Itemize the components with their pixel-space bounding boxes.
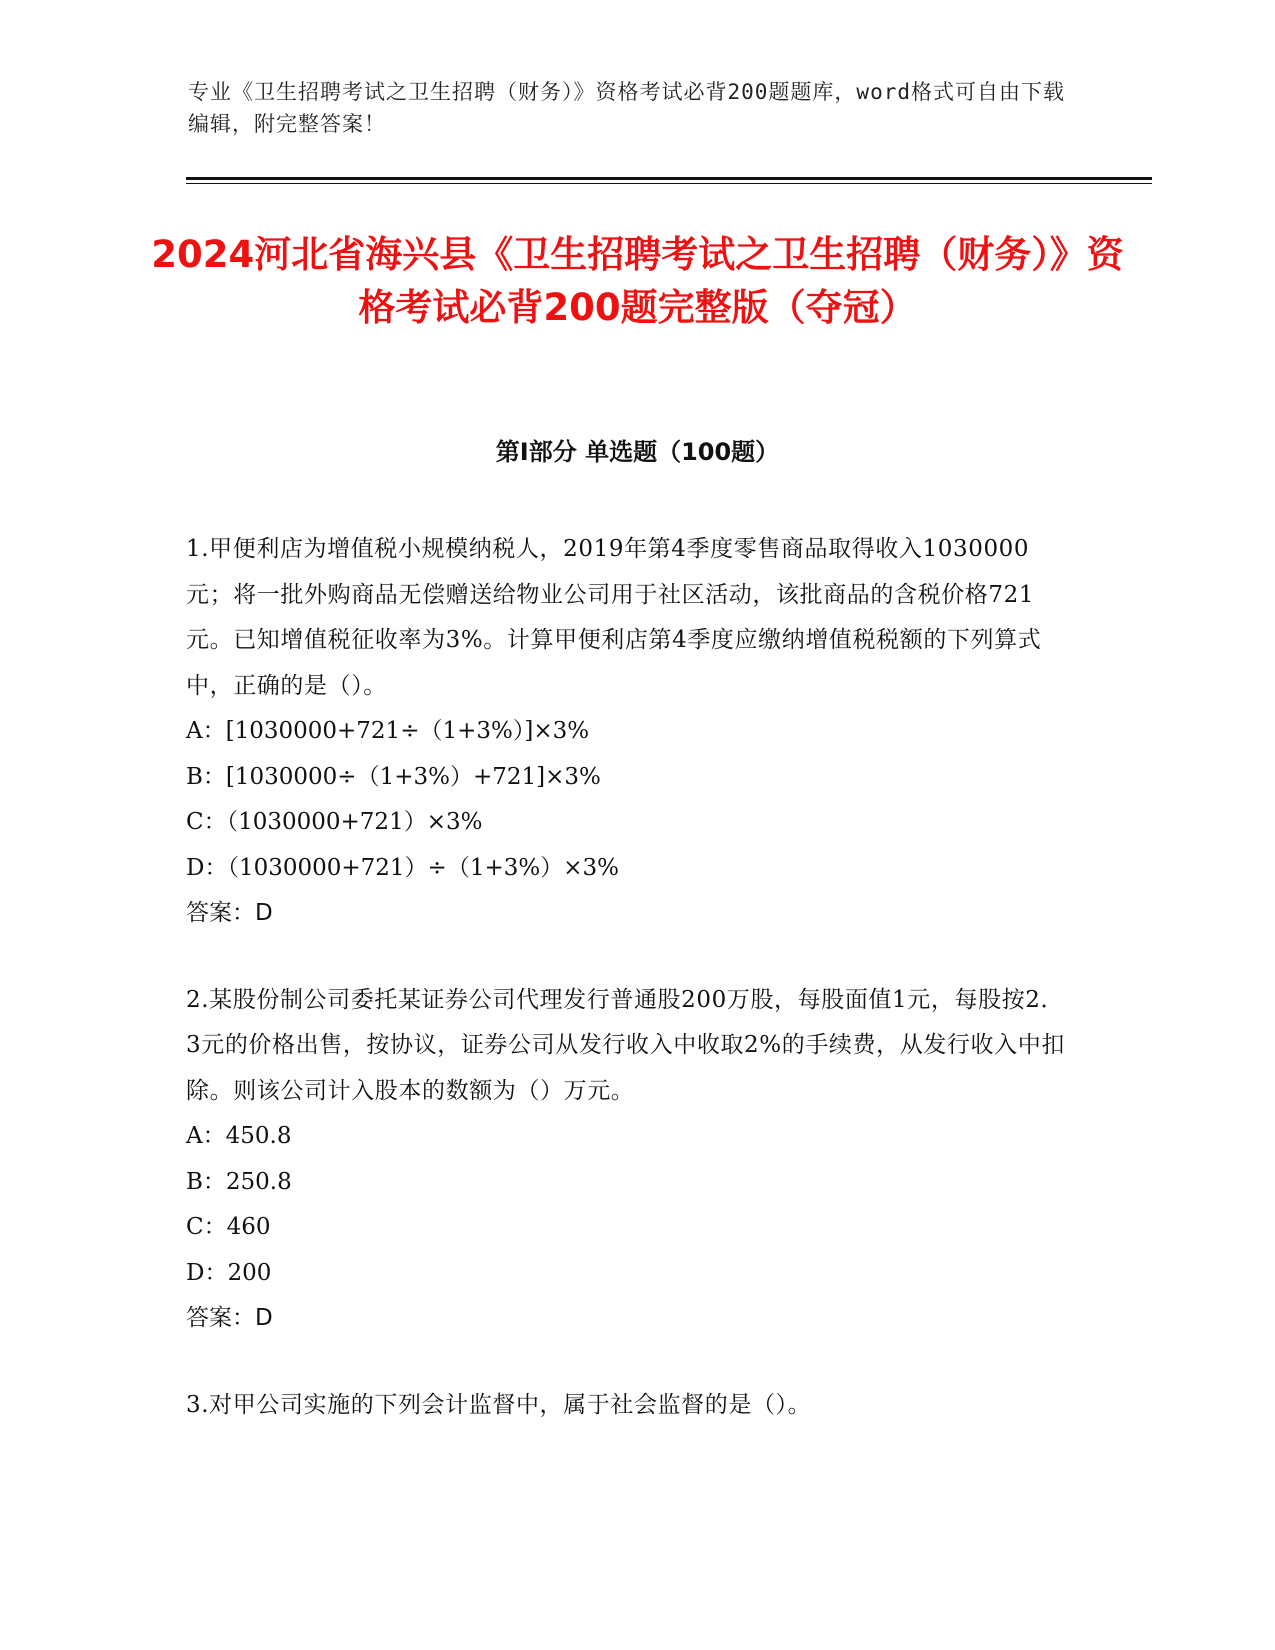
question-2 (186, 978, 1066, 1342)
question-stem: 2.某股份制公司委托某证券公司代理发行普通股200万股，每股面值1元，每股按2．3元的价格出售，按协议，证券公司从发行收入中收取2%的手续费，从发行收入中扣除。则该公司计入股本的数额为（）万元。 (186, 986, 1065, 1104)
header-divider-thin (186, 183, 1152, 184)
option-d: D：（1030000+721）÷（1+3%）×3% (186, 854, 619, 881)
header-note: 专业《卫生招聘考试之卫生招聘（财务）》资格考试必背200题题库，word格式可自由下载编辑，附完整答案！ (188, 80, 1065, 136)
section-title: 第I部分 单选题（100题） (495, 438, 780, 466)
option-c: C：（1030000+721）×3% (186, 809, 483, 835)
question-stem: 3.对甲公司实施的下列会计监督中，属于社会监督的是（）。 (186, 1391, 812, 1418)
question-list (186, 527, 1066, 1469)
header-divider-thick (186, 177, 1152, 180)
option-a: A：450.8 (186, 1123, 292, 1149)
question-3 (186, 1383, 1066, 1429)
option-a: A：[1030000+721÷（1+3%）]×3% (186, 718, 590, 744)
answer: 答案：D (186, 900, 273, 926)
answer: 答案：D (186, 1305, 273, 1331)
question-stem: 1.甲便利店为增值税小规模纳税人，2019年第4季度零售商品取得收入1030000元；将一批外购商品无偿赠送给物业公司用于社区活动，该批商品的含税价格721元。已知增值税征收率为3%。计算甲便利店第4季度应缴纳增值税税额的下列算式中，正确的是（）。 (186, 536, 1042, 699)
option-c: C：460 (186, 1214, 271, 1240)
option-b: B：[1030000÷（1+3%）+721]×3% (186, 763, 601, 790)
document-title: 2024河北省海兴县《卫生招聘考试之卫生招聘（财务）》资格考试必背200题完整版（夺冠） (151, 233, 1124, 329)
option-b: B：250.8 (186, 1168, 292, 1195)
option-d: D：200 (186, 1259, 272, 1286)
question-1 (186, 527, 1066, 937)
